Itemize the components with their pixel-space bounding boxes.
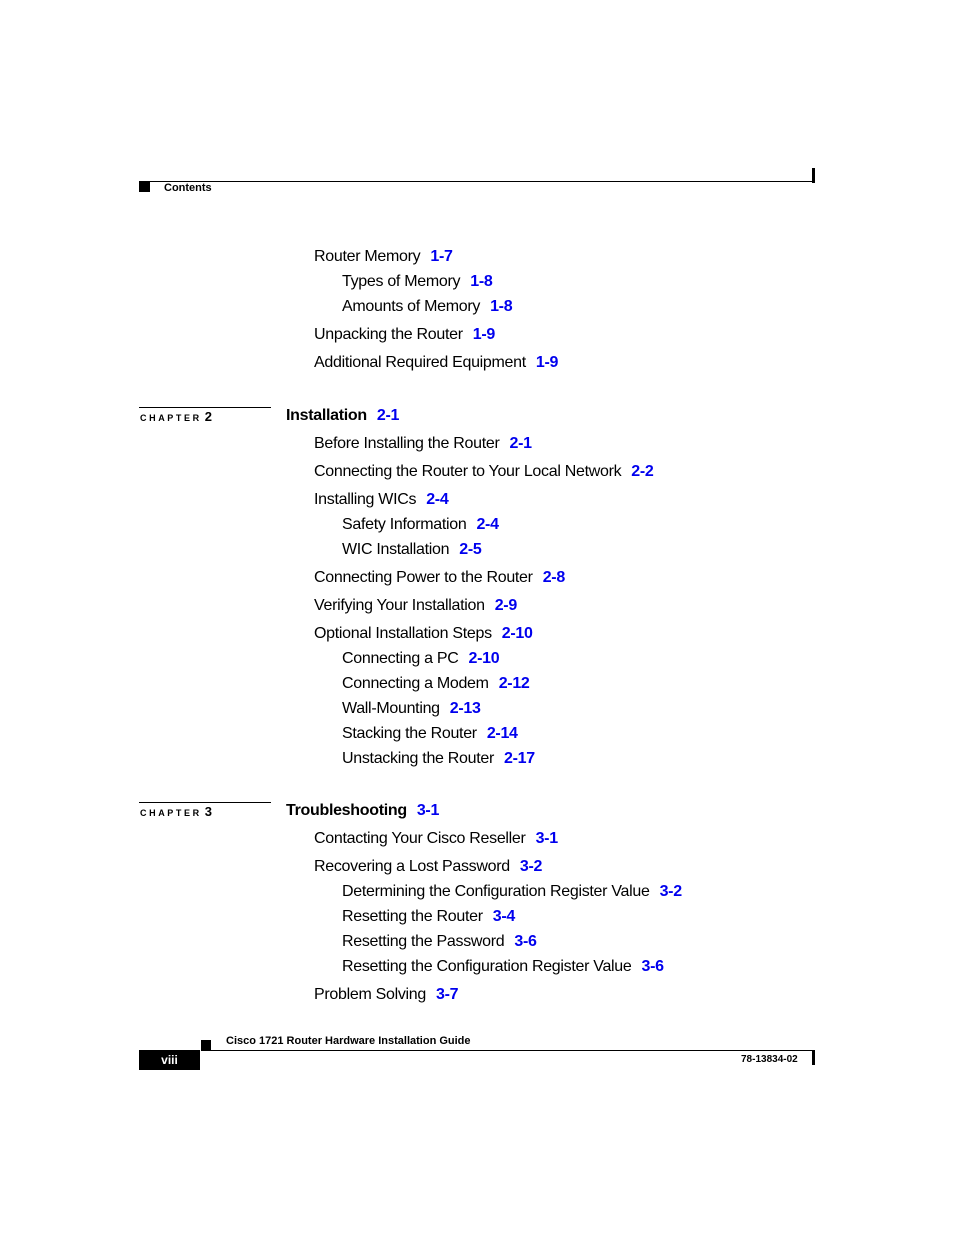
chapter-word: CHAPTER bbox=[140, 808, 202, 818]
toc-entry bbox=[314, 568, 565, 588]
toc-entry bbox=[342, 882, 682, 902]
toc-entry bbox=[342, 749, 535, 769]
footer-page-box bbox=[139, 1050, 200, 1070]
toc-entry-title: Optional Installation Steps bbox=[314, 625, 492, 642]
chapter-title-entry bbox=[286, 406, 399, 426]
toc-entry bbox=[342, 272, 492, 292]
toc-entry-title: Connecting Power to the Router bbox=[314, 569, 533, 586]
toc-entry-title: Verifying Your Installation bbox=[314, 597, 485, 614]
chapter-label bbox=[140, 806, 212, 819]
toc-page-link[interactable]: 2-17 bbox=[504, 750, 535, 767]
toc-page-link[interactable]: 1-7 bbox=[430, 248, 453, 265]
toc-page-link[interactable]: 2-4 bbox=[476, 516, 499, 533]
toc-entry-title: Installing WICs bbox=[314, 491, 417, 508]
toc-page-link[interactable]: 2-12 bbox=[498, 675, 530, 692]
chapter-title: Troubleshooting bbox=[286, 802, 407, 819]
toc-page-link[interactable]: 3-1 bbox=[535, 830, 558, 847]
toc-entry-title: WIC Installation bbox=[342, 541, 450, 558]
toc-page-link[interactable]: 2-4 bbox=[426, 491, 449, 508]
toc-entry-title: Amounts of Memory bbox=[342, 298, 481, 315]
toc-page-link[interactable]: 1-9 bbox=[535, 354, 559, 371]
toc-entry bbox=[314, 596, 517, 616]
toc-page-link[interactable]: 2-8 bbox=[542, 569, 565, 586]
toc-entry-title: Resetting the Password bbox=[342, 933, 505, 950]
toc-page-link[interactable]: 1-8 bbox=[490, 298, 513, 315]
toc-entry-title: Wall-Mounting bbox=[342, 700, 440, 717]
toc-page-link[interactable]: 3-1 bbox=[416, 802, 440, 819]
toc-page-link[interactable]: 1-8 bbox=[470, 273, 493, 290]
chapter-title: Installation bbox=[286, 407, 367, 424]
toc-entry bbox=[342, 907, 515, 927]
footer-book-title: Cisco 1721 Router Hardware Installation Guide bbox=[226, 1035, 471, 1047]
toc-entry-title: Safety Information bbox=[342, 516, 467, 533]
toc-entry bbox=[314, 353, 558, 373]
toc-entry-title: Resetting the Configuration Register Value bbox=[342, 958, 632, 975]
toc-entry bbox=[314, 624, 533, 644]
toc-page-link[interactable]: 2-2 bbox=[631, 463, 654, 480]
chapter-label bbox=[140, 411, 212, 424]
toc-page-link[interactable]: 2-10 bbox=[501, 625, 533, 642]
toc-entry bbox=[314, 985, 458, 1005]
toc-entry-title: Additional Required Equipment bbox=[314, 354, 526, 371]
footer-edge-mark bbox=[812, 1051, 815, 1065]
toc-page-link[interactable]: 1-9 bbox=[472, 326, 495, 343]
toc-entry-title: Router Memory bbox=[314, 248, 421, 265]
toc-entry bbox=[314, 490, 448, 510]
toc-page-link[interactable]: 2-13 bbox=[449, 700, 481, 717]
toc-entry-title: Connecting a Modem bbox=[342, 675, 489, 692]
chapter-number: 2 bbox=[204, 409, 212, 424]
toc-page-link[interactable]: 2-1 bbox=[376, 407, 400, 424]
toc-entry-title: Connecting the Router to Your Local Network bbox=[314, 463, 622, 480]
toc-entry bbox=[314, 857, 542, 877]
toc-page-link[interactable]: 3-2 bbox=[659, 883, 682, 900]
toc-page-link[interactable]: 3-6 bbox=[514, 933, 537, 950]
toc-entry bbox=[342, 297, 512, 317]
toc-entry bbox=[342, 957, 664, 977]
toc-entry bbox=[342, 540, 481, 560]
chapter-word: CHAPTER bbox=[140, 413, 202, 423]
footer-rule bbox=[201, 1050, 815, 1051]
toc-page-link[interactable]: 3-4 bbox=[492, 908, 515, 925]
toc-entry-title: Unstacking the Router bbox=[342, 750, 495, 767]
toc-page-link[interactable]: 3-2 bbox=[519, 858, 543, 875]
toc-entry-title: Before Installing the Router bbox=[314, 435, 500, 452]
toc-entry-title: Connecting a PC bbox=[342, 650, 459, 667]
toc-entry bbox=[342, 699, 481, 719]
toc-page-link[interactable]: 2-10 bbox=[468, 650, 500, 667]
toc-page-link[interactable]: 2-1 bbox=[509, 435, 532, 452]
toc-page-link[interactable]: 2-9 bbox=[494, 597, 517, 614]
chapter-rule bbox=[139, 407, 271, 408]
toc-page-link[interactable]: 3-6 bbox=[641, 958, 664, 975]
toc-entry-title: Recovering a Lost Password bbox=[314, 858, 510, 875]
toc-entry-title: Resetting the Router bbox=[342, 908, 483, 925]
toc-entry bbox=[342, 515, 499, 535]
chapter-title-entry bbox=[286, 801, 439, 821]
footer-page-number: viii bbox=[161, 1053, 178, 1067]
toc-entry-title: Contacting Your Cisco Reseller bbox=[314, 830, 526, 847]
chapter-rule bbox=[139, 802, 271, 803]
header-square-marker bbox=[139, 182, 150, 192]
header-rule bbox=[139, 181, 815, 182]
toc-page-link[interactable]: 3-7 bbox=[436, 986, 459, 1003]
toc-entry-title: Stacking the Router bbox=[342, 725, 477, 742]
footer-square-marker bbox=[201, 1040, 211, 1050]
toc-entry bbox=[314, 462, 654, 482]
footer-doc-number: 78-13834-02 bbox=[741, 1054, 798, 1065]
toc-entry bbox=[342, 649, 499, 669]
toc-entry bbox=[342, 932, 537, 952]
toc-entry-title: Unpacking the Router bbox=[314, 326, 463, 343]
toc-entry-title: Types of Memory bbox=[342, 273, 461, 290]
toc-entry bbox=[314, 247, 453, 267]
toc-entry bbox=[314, 434, 532, 454]
toc-entry bbox=[342, 674, 530, 694]
toc-entry bbox=[314, 325, 495, 345]
toc-entry-title: Determining the Configuration Register Value bbox=[342, 883, 650, 900]
chapter-number: 3 bbox=[204, 804, 212, 819]
toc-page-link[interactable]: 2-5 bbox=[459, 541, 482, 558]
header-section-label: Contents bbox=[164, 182, 212, 194]
toc-entry-title: Problem Solving bbox=[314, 986, 427, 1003]
toc-page-link[interactable]: 2-14 bbox=[486, 725, 518, 742]
toc-entry bbox=[314, 829, 558, 849]
toc-entry bbox=[342, 724, 518, 744]
